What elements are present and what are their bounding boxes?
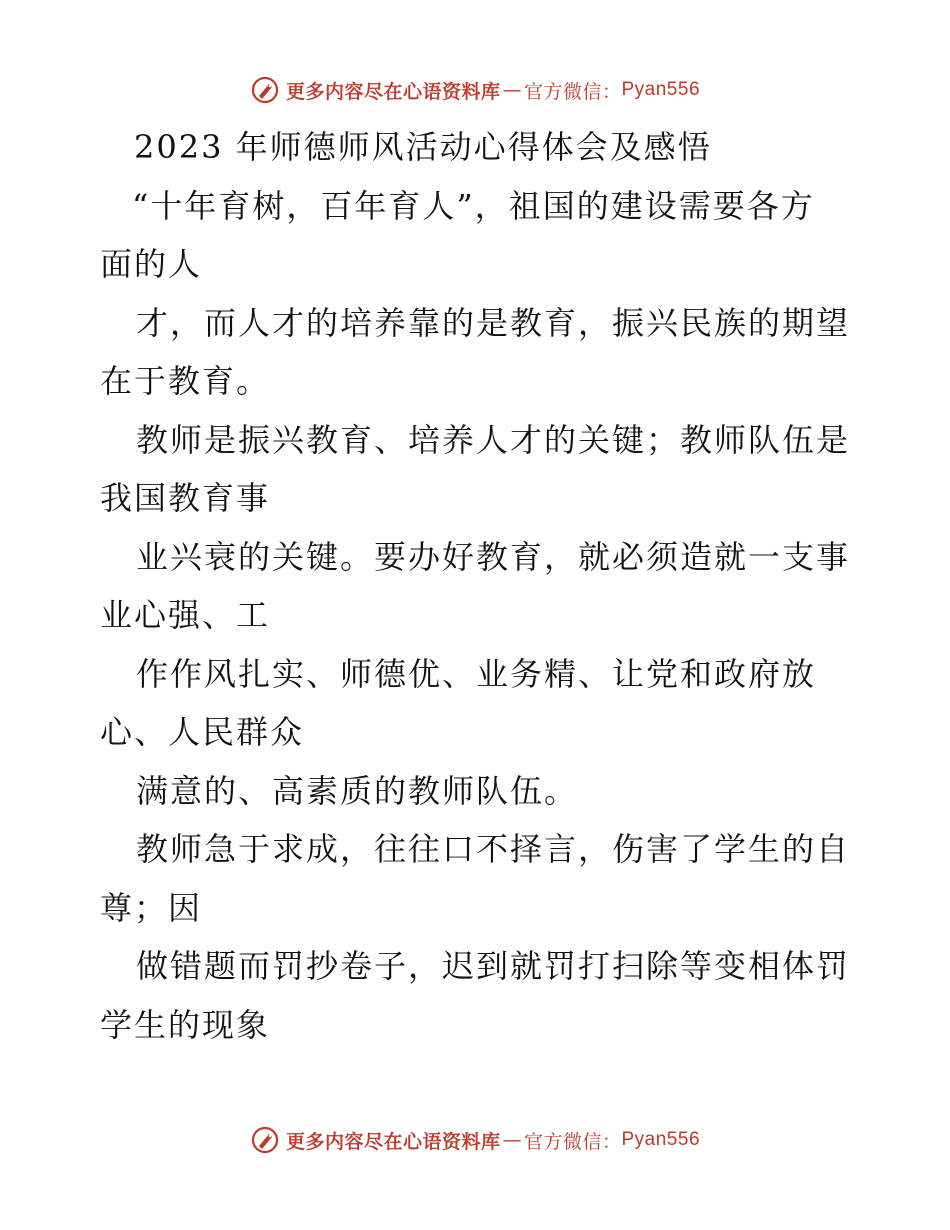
paragraph-line: 心、人民群众 [100,713,305,751]
document-title: 2023 年师德师风活动心得体会及感悟 [134,128,712,166]
paragraph-line: 教师急于求成，往往口不择言，伤害了学生的自 [136,830,851,868]
paragraph-line: 业心强、工 [100,596,271,634]
watermark-wechat-label: 官方微信： [523,80,622,103]
footer-watermark [0,1120,950,1160]
paragraph-line: 才，而人才的培养靠的是教育，振兴民族的期望 [136,303,851,342]
pen-nib-logo-icon [250,75,280,105]
header-watermark [0,70,950,110]
paragraph-line: 作作风扎实、师德优、业务精、让党和政府放 [136,654,817,693]
pen-nib-logo-icon [250,1125,280,1155]
watermark-wechat-label: 官方微信： [523,1130,622,1153]
watermark-brand: 更多内容尽在心语资料库 [285,80,501,103]
paragraph-line: 我国教育事 [100,479,271,517]
paragraph-line: 在于教育。 [100,362,271,400]
paragraph-line: 教师是振兴教育、培养人才的关键；教师队伍是 [136,420,851,459]
watermark-dash: — [502,1129,522,1151]
watermark-brand: 更多内容尽在心语资料库 [285,1130,501,1153]
paragraph-line: 做错题而罚抄卷子，迟到就罚打扫除等变相体罚 [136,947,851,985]
paragraph-line: 面的人 [100,245,203,283]
paragraph-line: “十年育树，百年育人”，祖国的建设需要各方 [132,186,815,225]
paragraph-line: 学生的现象 [100,1005,271,1044]
document-body [100,118,860,1054]
watermark-dash: — [502,79,522,101]
paragraph-line: 满意的、高素质的教师队伍。 [136,771,579,810]
paragraph-line: 尊；因 [100,888,203,927]
paragraph-line: 业兴衰的关键。要办好教育，就必须造就一支事 [136,537,851,576]
watermark-wechat-id: Pyan556 [621,1129,701,1150]
watermark-wechat-id: Pyan556 [621,79,701,100]
